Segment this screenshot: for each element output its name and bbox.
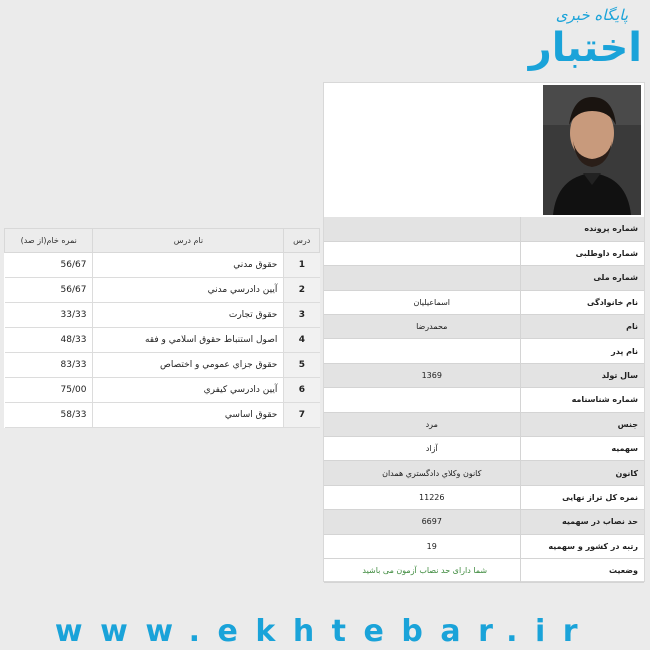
lesson-name: اصول استنباط حقوق اسلامي و فقه <box>93 328 284 353</box>
field-value: محمدرضا <box>324 315 520 339</box>
lesson-score: 58/33 <box>5 403 93 428</box>
field-value: 19 <box>324 534 520 558</box>
table-row <box>5 303 320 328</box>
field-label: سهمیه <box>520 437 644 461</box>
field-value <box>324 266 520 290</box>
table-row <box>324 558 644 582</box>
table-row <box>324 363 644 387</box>
field-value: كانون وكلاي دادگستري همدان <box>324 461 520 485</box>
field-value: 6697 <box>324 510 520 534</box>
table-row <box>324 388 644 412</box>
lesson-score: 56/67 <box>5 278 93 303</box>
table-row <box>324 315 644 339</box>
lesson-score: 56/67 <box>5 253 93 278</box>
table-row <box>5 403 320 428</box>
site-logo <box>522 4 642 82</box>
field-value <box>324 388 520 412</box>
field-label: وضعیت <box>520 558 644 582</box>
field-label: نام خانوادگی <box>520 290 644 314</box>
field-value: 11226 <box>324 485 520 509</box>
candidate-photo <box>543 85 641 215</box>
table-row <box>324 241 644 265</box>
lessons-table <box>4 228 320 428</box>
field-label: کانون <box>520 461 644 485</box>
lesson-name: آيين دادرسي كيفري <box>93 378 284 403</box>
lesson-name: حقوق تجارت <box>93 303 284 328</box>
table-row <box>5 253 320 278</box>
lesson-name: حقوق اساسي <box>93 403 284 428</box>
logo-subtitle: پایگاه خبری <box>555 6 628 24</box>
field-label: جنس <box>520 412 644 436</box>
table-row <box>324 534 644 558</box>
table-row <box>324 485 644 509</box>
lessons-header-row <box>5 229 320 253</box>
field-value: 1369 <box>324 363 520 387</box>
lesson-name: حقوق مدني <box>93 253 284 278</box>
table-row <box>5 378 320 403</box>
field-label: حد نصاب در سهمیه <box>520 510 644 534</box>
person-portrait-icon <box>543 85 641 215</box>
site-url-watermark: www.ekhtebar.ir <box>54 614 596 649</box>
lesson-name: آيين دادرسي مدني <box>93 278 284 303</box>
field-value: مرد <box>324 412 520 436</box>
field-label: شماره پرونده <box>520 217 644 241</box>
field-label: نام پدر <box>520 339 644 363</box>
lesson-score: 33/33 <box>5 303 93 328</box>
field-value <box>324 339 520 363</box>
profile-info-table <box>324 217 644 583</box>
field-value <box>324 217 520 241</box>
table-row <box>324 461 644 485</box>
candidate-profile-panel <box>323 82 645 582</box>
table-row <box>324 266 644 290</box>
table-row <box>5 278 320 303</box>
lesson-name: حقوق جزاي عمومي و اختصاص <box>93 353 284 378</box>
field-label: نمره کل تراز نهایی <box>520 485 644 509</box>
table-row <box>5 328 320 353</box>
table-row <box>324 339 644 363</box>
lesson-number: 4 <box>284 328 320 353</box>
field-label: نام <box>520 315 644 339</box>
lesson-number: 3 <box>284 303 320 328</box>
status-message: شما دارای حد نصاب آزمون می باشید <box>324 558 520 582</box>
table-row <box>324 412 644 436</box>
table-row <box>324 290 644 314</box>
lesson-number: 1 <box>284 253 320 278</box>
field-label: شماره داوطلبی <box>520 241 644 265</box>
col-lesson-name: نام درس <box>93 229 284 253</box>
field-value: آزاد <box>324 437 520 461</box>
table-row <box>324 217 644 241</box>
field-value <box>324 241 520 265</box>
lesson-number: 6 <box>284 378 320 403</box>
field-label: شماره شناسنامه <box>520 388 644 412</box>
col-lesson-number: درس <box>284 229 320 253</box>
lesson-score: 75/00 <box>5 378 93 403</box>
field-label: سال تولد <box>520 363 644 387</box>
lesson-number: 5 <box>284 353 320 378</box>
lesson-number: 2 <box>284 278 320 303</box>
lesson-number: 7 <box>284 403 320 428</box>
table-row <box>5 353 320 378</box>
lesson-score: 48/33 <box>5 328 93 353</box>
col-lesson-score: نمره خام(از صد) <box>5 229 93 253</box>
logo-title: اختبار <box>528 25 642 71</box>
field-label: شماره ملی <box>520 266 644 290</box>
table-row <box>324 437 644 461</box>
table-row <box>324 510 644 534</box>
lesson-score: 83/33 <box>5 353 93 378</box>
field-label: رتبه در کشور و سهمیه <box>520 534 644 558</box>
field-value: اسماعیلیان <box>324 290 520 314</box>
